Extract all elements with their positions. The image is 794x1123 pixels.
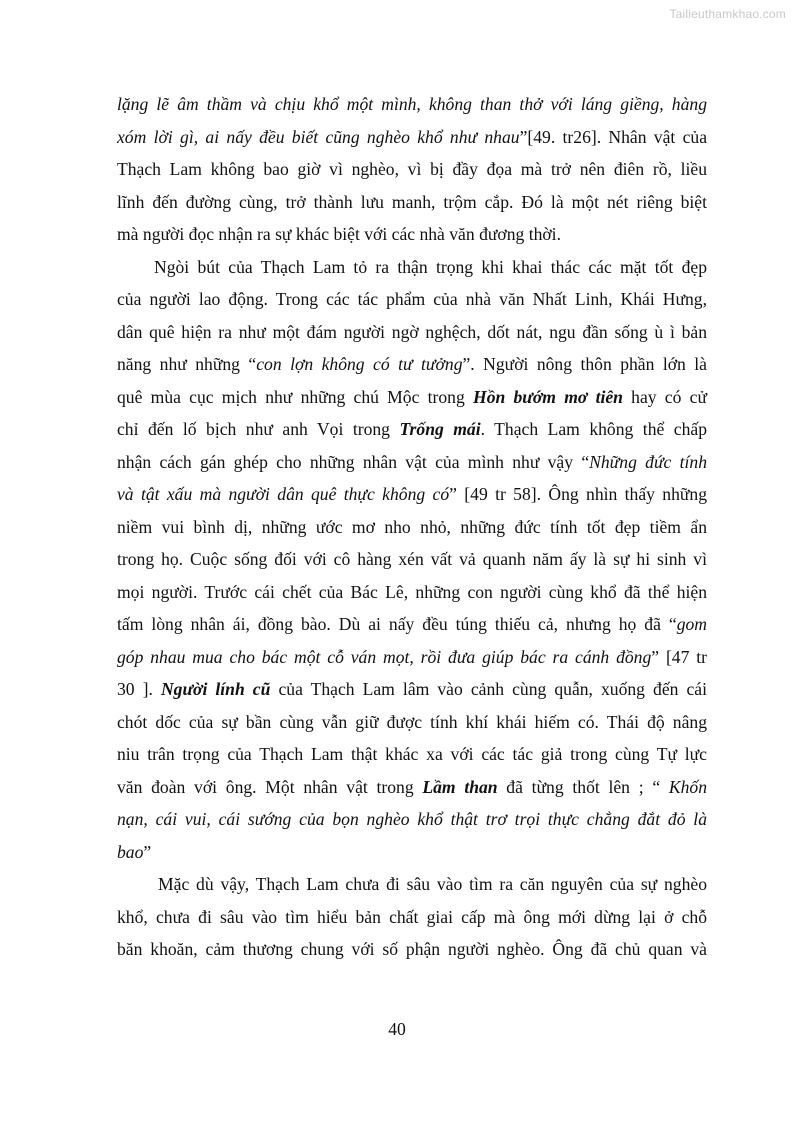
body-text: của người lao động. Trong các tác phẩm của nhà văn Nhất Linh, Khái Hưng, (117, 289, 707, 309)
body-text: dân quê hiện ra như một đám người ngờ nghệch, dốt nát, ngu đần sống ù ì bản (117, 321, 707, 342)
text-line (117, 186, 707, 219)
text-line (117, 608, 707, 641)
body-text: đã từng thốt lên ; “ (497, 776, 669, 797)
body-text: văn đoàn với ông. Một nhân vật trong (117, 776, 423, 797)
text-line (117, 868, 707, 901)
text-line (117, 511, 707, 544)
quotation-text: xóm lời gì, ai nấy đều biết cũng nghèo khổ như nhau (117, 126, 520, 147)
body-text: 30 ]. (117, 679, 161, 699)
text-line (117, 803, 707, 836)
text-line (117, 88, 707, 121)
text-line (117, 283, 707, 316)
work-title: Trống mái (399, 419, 481, 439)
text-line (117, 251, 707, 284)
text-line (117, 446, 707, 479)
text-line (117, 348, 707, 381)
body-text: niu trân trọng của Thạch Lam thật khác xa với các tác giả trong cùng Tự lực (117, 744, 707, 764)
text-line (117, 381, 707, 414)
quotation-text: gom (676, 614, 707, 634)
text-line (117, 543, 707, 576)
body-text: Thạch Lam không bao giờ vì nghèo, vì bị đầy đọa mà trở nên điên rồ, liều (117, 159, 707, 179)
text-line (117, 673, 707, 706)
quotation-text: nạn, cái vui, cái sướng của bọn nghèo khổ thật trơ trọi thực chẳng đắt đỏ là (117, 809, 707, 829)
text-line (117, 901, 707, 934)
body-text: trong họ. Cuộc sống đối với cô hàng xén vất vả quanh năm ấy là sự hi sinh vì (117, 549, 707, 569)
work-title: Lầm than (422, 776, 498, 797)
body-text: ” (143, 841, 152, 862)
watermark-text: Tailieuthamkhao.com (669, 7, 786, 21)
text-line (117, 478, 707, 511)
body-text: hay có cử (622, 386, 707, 407)
quotation-text: và tật xấu mà người dân quê thực không có (117, 484, 450, 504)
body-text: Mặc dù vậy, Thạch Lam chưa đi sâu vào tìm ra căn nguyên của sự nghèo (158, 874, 707, 894)
text-line (117, 413, 707, 446)
quotation-text: con lợn không có tư tưởng (256, 354, 463, 374)
body-text: tấm lòng nhân ái, đồng bào. Dù ai nấy đều túng thiếu cả, nhưng họ đã “ (117, 614, 677, 634)
text-line (117, 153, 707, 186)
quotation-text: Khốn (668, 776, 707, 797)
quotation-text: Những đức tính (589, 451, 707, 472)
body-text: nhận cách gán ghép cho những nhân vật của mình như vậy “ (117, 451, 590, 472)
body-text: của Thạch Lam lâm vào cảnh cùng quẫn, xuống đến cái (270, 679, 708, 699)
body-text: ”. Người nông thôn phần lớn là (462, 354, 707, 374)
body-text: ” [49 tr 58]. Ông nhìn thấy những (449, 484, 707, 504)
quotation-text: lặng lẽ âm thầm và chịu khổ một mình, không than thở với láng giềng, hàng (117, 94, 707, 114)
text-line (117, 771, 707, 804)
body-text: băn khoăn, cảm thương chung với số phận người nghèo. Ông đã chủ quan và (117, 939, 707, 959)
document-body (117, 88, 707, 966)
text-line (117, 218, 707, 251)
body-text: mà người đọc nhận ra sự khác biệt với các nhà văn đương thời. (117, 224, 561, 244)
text-line (117, 738, 707, 771)
text-line (117, 576, 707, 609)
work-title: Người lính cũ (160, 679, 271, 699)
body-text: chỉ đến lố bịch như anh Vọi trong (117, 419, 400, 439)
text-line (117, 706, 707, 739)
body-text: . Thạch Lam không thể chấp (480, 419, 707, 439)
body-text: mọi người. Trước cái chết của Bác Lê, những con người cùng khổ đã thể hiện (117, 581, 707, 602)
text-line (117, 836, 707, 869)
body-text: niềm vui bình dị, những ước mơ nho nhỏ, những đức tính tốt đẹp tiềm ẩn (117, 516, 707, 537)
body-text: Ngòi bút của Thạch Lam tỏ ra thận trọng khi khai thác các mặt tốt đẹp (154, 256, 707, 277)
body-text: năng như những “ (117, 354, 257, 374)
body-text: quê mùa cục mịch như những chú Mộc trong (117, 386, 474, 407)
body-text: ”[49. tr26]. Nhân vật của (519, 126, 708, 147)
body-text: khổ, chưa đi sâu vào tìm hiểu bản chất giai cấp mà ông mới dừng lại ở chỗ (117, 906, 707, 927)
quotation-text: bao (117, 841, 144, 862)
body-text: ” [47 tr (651, 646, 708, 667)
page-number: 40 (388, 1019, 406, 1039)
text-line (117, 121, 707, 154)
work-title: Hồn bướm mơ tiên (473, 386, 623, 407)
text-line (117, 641, 707, 674)
text-line (117, 316, 707, 349)
body-text: chót dốc của sự bần cùng vẫn giữ được tính khí khái hiếm có. Thái độ nâng (117, 711, 707, 732)
body-text: lĩnh đến đường cùng, trở thành lưu manh, trộm cắp. Đó là một nét riêng biệt (117, 191, 707, 212)
text-line (117, 933, 707, 966)
quotation-text: góp nhau mua cho bác một cỗ ván mọt, rồi đưa giúp bác ra cánh đồng (117, 646, 652, 667)
